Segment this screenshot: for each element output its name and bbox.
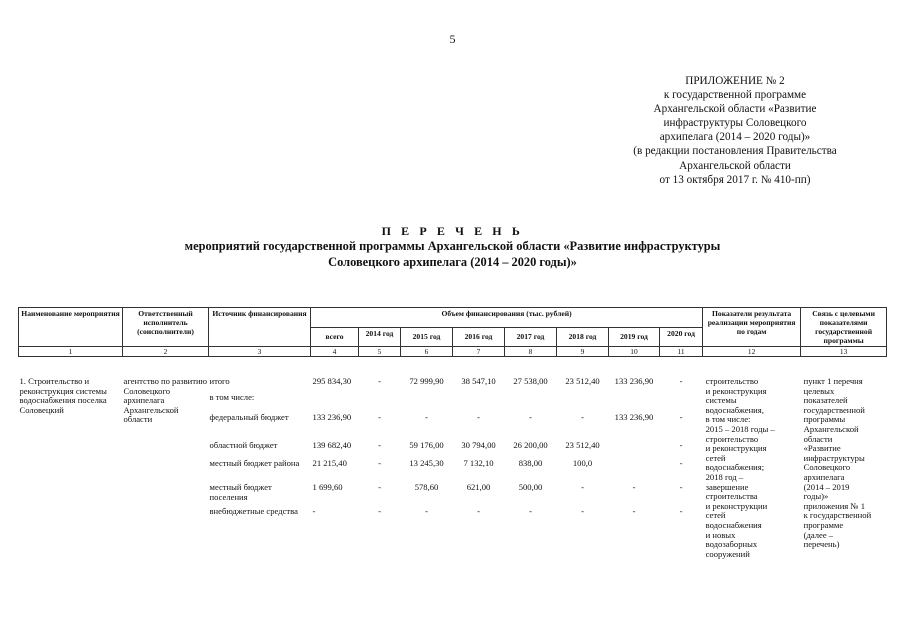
- indicator-line: сетей: [705, 452, 726, 463]
- indicator-line: строительство: [705, 433, 759, 444]
- title-line: мероприятий государственной программы Архангельской области «Развитие инфраструктуры: [184, 239, 721, 253]
- document-title: [40, 224, 865, 270]
- column-number: 13: [801, 347, 887, 357]
- financing-value: -: [425, 506, 428, 516]
- header-volume: Объем финансирования (тыс. рублей): [311, 308, 703, 328]
- column-number: 10: [609, 347, 660, 357]
- link-line: пункт 1 перечня: [803, 376, 863, 386]
- financing-value: 23 512,40: [565, 440, 600, 450]
- measures-table: [18, 307, 887, 559]
- financing-value: 133 236,90: [614, 376, 654, 386]
- financing-block: [209, 357, 703, 560]
- header-indicators: Показатели результата реализации мероприятия по годам: [703, 308, 801, 347]
- financing-value: 100,0: [572, 458, 593, 468]
- indicator-line: 2018 год –: [705, 471, 744, 482]
- header-year-2018: 2018 год: [557, 327, 609, 347]
- column-number: 4: [311, 347, 359, 357]
- financing-value: -: [477, 506, 480, 516]
- indicator-line: строительство: [705, 376, 759, 386]
- financing-value: -: [632, 482, 636, 492]
- indicator-line: водоснабжения,: [705, 404, 764, 415]
- header-link: Связь с целевыми показателями государственной программы: [801, 308, 887, 347]
- financing-value: 133 236,90: [312, 412, 352, 422]
- header-year-2016: 2016 год: [453, 327, 505, 347]
- appendix-header: [585, 74, 885, 187]
- indicator-line: и новых: [705, 529, 736, 540]
- appendix-line: Архангельской области: [679, 159, 791, 172]
- financing-value: -: [378, 412, 381, 422]
- link-line: программе: [803, 519, 844, 530]
- financing-value: [401, 393, 453, 413]
- financing-source: областной бюджет: [209, 440, 278, 450]
- financing-row: [209, 393, 703, 413]
- financing-value: 26 200,00: [513, 440, 548, 450]
- link-line: перечень): [803, 539, 840, 550]
- financing-value: 133 236,90: [614, 412, 654, 422]
- header-name: Наименование мероприятия: [19, 308, 123, 347]
- appendix-line: к государственной программе: [663, 89, 807, 102]
- financing-value: 30 794,00: [461, 440, 496, 450]
- financing-value: 27 538,00: [513, 376, 548, 386]
- column-number-row: [19, 347, 887, 357]
- header-year-2020: 2020 год: [660, 327, 703, 347]
- appendix-line: (в редакции постановления Правительства: [633, 145, 837, 158]
- financing-value: -: [679, 412, 683, 422]
- financing-value: -: [529, 506, 532, 516]
- column-number: 11: [660, 347, 703, 357]
- indicator-line: системы: [705, 395, 737, 406]
- financing-row: [209, 441, 703, 459]
- financing-value: -: [425, 412, 428, 422]
- financing-value: [505, 393, 557, 413]
- link-line: целевых: [803, 385, 835, 396]
- appendix-line: ПРИЛОЖЕНИЕ № 2: [685, 75, 785, 87]
- link-line: (2014 – 2019: [803, 481, 850, 492]
- financing-value: 139 682,40: [312, 440, 352, 450]
- column-number: 2: [123, 347, 209, 357]
- header-year-2014: 2014 год: [359, 327, 401, 347]
- appendix-line: архипелага (2014 – 2020 годы)»: [659, 131, 811, 144]
- appendix-line: инфраструктуры Соловецкого: [663, 117, 807, 130]
- appendix-line: Архангельской области «Развитие: [653, 103, 817, 116]
- financing-value: [609, 459, 660, 483]
- header-year-2017: 2017 год: [505, 327, 557, 347]
- financing-value: -: [679, 440, 683, 450]
- indicator-line: завершение: [705, 481, 749, 492]
- page-number: 5: [449, 32, 456, 46]
- financing-value: -: [529, 412, 532, 422]
- indicator-line: сооружений: [705, 548, 750, 559]
- financing-value: 72 999,90: [409, 376, 444, 386]
- column-number: 3: [209, 347, 311, 357]
- financing-value: -: [679, 458, 683, 468]
- financing-table: [209, 377, 703, 529]
- financing-value: 1 699,60: [312, 482, 343, 492]
- financing-value: 578,60: [414, 482, 439, 492]
- title-word: П Е Р Е Ч Е Н Ь: [381, 224, 524, 238]
- financing-value: -: [581, 412, 584, 422]
- financing-value: -: [679, 482, 683, 492]
- indicator-line: и реконструкции: [705, 500, 768, 511]
- financing-value: -: [378, 440, 381, 450]
- indicator-line: водозаборных: [705, 539, 758, 550]
- financing-value: 7 132,10: [463, 458, 494, 468]
- column-number: 7: [453, 347, 505, 357]
- link-line: Соловецкого: [803, 462, 851, 473]
- financing-value: 38 547,10: [461, 376, 496, 386]
- indicator-line: в том числе:: [705, 414, 751, 425]
- indicator-line: строительства: [705, 491, 758, 502]
- link-line: приложения № 1: [803, 500, 866, 511]
- financing-value: -: [477, 412, 480, 422]
- header-total: всего: [311, 327, 359, 347]
- financing-value: -: [679, 376, 683, 386]
- link-line: программы: [803, 414, 846, 425]
- financing-row: [209, 413, 703, 441]
- financing-source: внебюджетные средства: [209, 506, 298, 516]
- column-number: 12: [703, 347, 801, 357]
- column-number: 1: [19, 347, 123, 357]
- financing-value: -: [581, 482, 584, 492]
- financing-source: федеральный бюджет: [209, 412, 289, 422]
- link-cell: [801, 357, 887, 560]
- financing-value: 838,00: [518, 458, 543, 468]
- financing-value: 23 512,40: [565, 376, 600, 386]
- financing-source: местный бюджет поселения: [209, 482, 272, 502]
- title-line: Соловецкого архипелага (2014 – 2020 годы)»: [328, 255, 577, 269]
- financing-value: [660, 393, 703, 413]
- financing-value: 621,00: [466, 482, 491, 492]
- financing-value: [359, 393, 401, 413]
- financing-value: -: [378, 458, 381, 468]
- financing-value: [609, 393, 660, 413]
- indicator-line: водоснабжения;: [705, 462, 765, 473]
- financing-value: [557, 393, 609, 413]
- financing-source: в том числе:: [209, 392, 255, 402]
- indicator-line: 2015 – 2018 годы –: [705, 423, 775, 434]
- indicators-cell: [703, 357, 801, 560]
- financing-value: 500,00: [518, 482, 543, 492]
- indicator-line: и реконструкция: [705, 385, 767, 396]
- financing-value: -: [378, 482, 381, 492]
- column-number: 8: [505, 347, 557, 357]
- indicator-line: сетей: [705, 510, 726, 521]
- financing-row: [209, 507, 703, 529]
- link-line: Архангельской: [803, 423, 859, 434]
- financing-value: -: [312, 506, 316, 516]
- financing-row: [209, 483, 703, 507]
- header-executor: Ответственный исполнитель (соисполнители): [123, 308, 209, 347]
- financing-value: 59 176,00: [409, 440, 444, 450]
- column-number: 6: [401, 347, 453, 357]
- column-number: 9: [557, 347, 609, 357]
- link-line: архипелага: [803, 471, 845, 482]
- financing-value: -: [378, 376, 381, 386]
- measure-row: [19, 357, 887, 560]
- link-line: инфраструктуры: [803, 452, 865, 463]
- financing-row: [209, 377, 703, 393]
- financing-value: -: [679, 506, 683, 516]
- financing-value: 21 215,40: [312, 458, 347, 468]
- financing-source: итого: [209, 376, 230, 386]
- financing-value: [311, 393, 359, 413]
- header-year-2019: 2019 год: [609, 327, 660, 347]
- measure-name: 1. Строительство и реконструкция системы водоснабжения поселка Соловецкий: [19, 376, 107, 415]
- column-number: 5: [359, 347, 401, 357]
- financing-value: 295 834,30: [312, 376, 352, 386]
- financing-source: местный бюджет района: [209, 458, 300, 468]
- financing-value: -: [581, 506, 584, 516]
- indicator-line: водоснабжения: [705, 519, 762, 530]
- financing-value: -: [378, 506, 381, 516]
- link-line: государственной: [803, 404, 865, 415]
- financing-value: -: [632, 506, 636, 516]
- link-line: к государственной: [803, 510, 872, 521]
- header-source: Источник финансирования: [209, 308, 311, 347]
- measure-executor: агентство по развитию Соловецкого архипелага Архангельской области: [123, 376, 207, 425]
- financing-row: [209, 459, 703, 483]
- financing-value: 13 245,30: [409, 458, 444, 468]
- appendix-line: от 13 октября 2017 г. № 410-пп): [659, 173, 811, 186]
- link-line: годы)»: [803, 491, 829, 502]
- link-line: области: [803, 433, 833, 444]
- link-line: (далее –: [803, 529, 834, 540]
- link-line: показателей: [803, 395, 848, 406]
- link-line: «Развитие: [803, 443, 841, 454]
- financing-value: [609, 441, 660, 459]
- indicator-line: и реконструкция: [705, 443, 767, 454]
- financing-value: [453, 393, 505, 413]
- header-year-2015: 2015 год: [401, 327, 453, 347]
